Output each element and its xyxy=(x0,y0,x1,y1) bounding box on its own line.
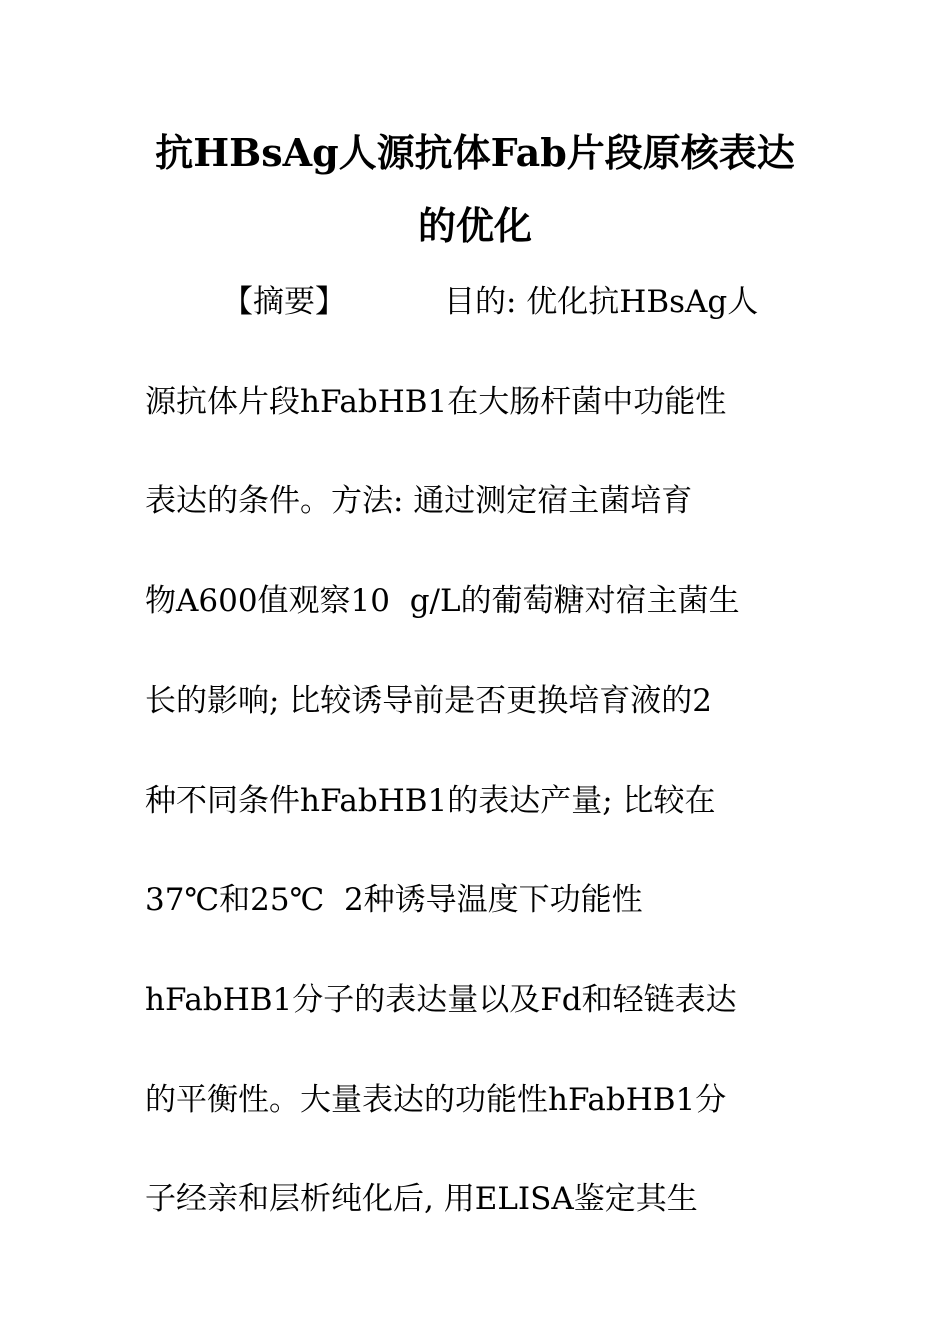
document-title-line-2: 的优化 xyxy=(417,203,532,248)
abstract-line: 表达的条件。方法: 通过测定宿主菌培育 xyxy=(145,483,693,519)
abstract-line: 的平衡性。大量表达的功能性hFabHB1分 xyxy=(145,1082,727,1118)
abstract-line: 源抗体片段hFabHB1在大肠杆菌中功能性 xyxy=(145,384,727,420)
abstract-line: 长的影响; 比较诱导前是否更换培育液的2 xyxy=(145,683,713,719)
abstract-heading: 【摘要】 xyxy=(222,284,346,320)
abstract-line: hFabHB1分子的表达量以及Fd和轻链表达 xyxy=(145,982,737,1018)
abstract-first-line: 目的: 优化抗HBsAg人 xyxy=(444,284,759,320)
abstract-line: 物A600值观察10 g/L的葡萄糖对宿主菌生 xyxy=(145,583,740,619)
abstract-line: 37℃和25℃ 2种诱导温度下功能性 xyxy=(145,882,643,918)
abstract-line: 子经亲和层析纯化后, 用ELISA鉴定其生 xyxy=(145,1181,698,1217)
abstract-line: 种不同条件hFabHB1的表达产量; 比较在 xyxy=(145,783,716,819)
document-title-line-1: 抗HBsAg人源抗体Fab片段原核表达 xyxy=(155,130,795,175)
